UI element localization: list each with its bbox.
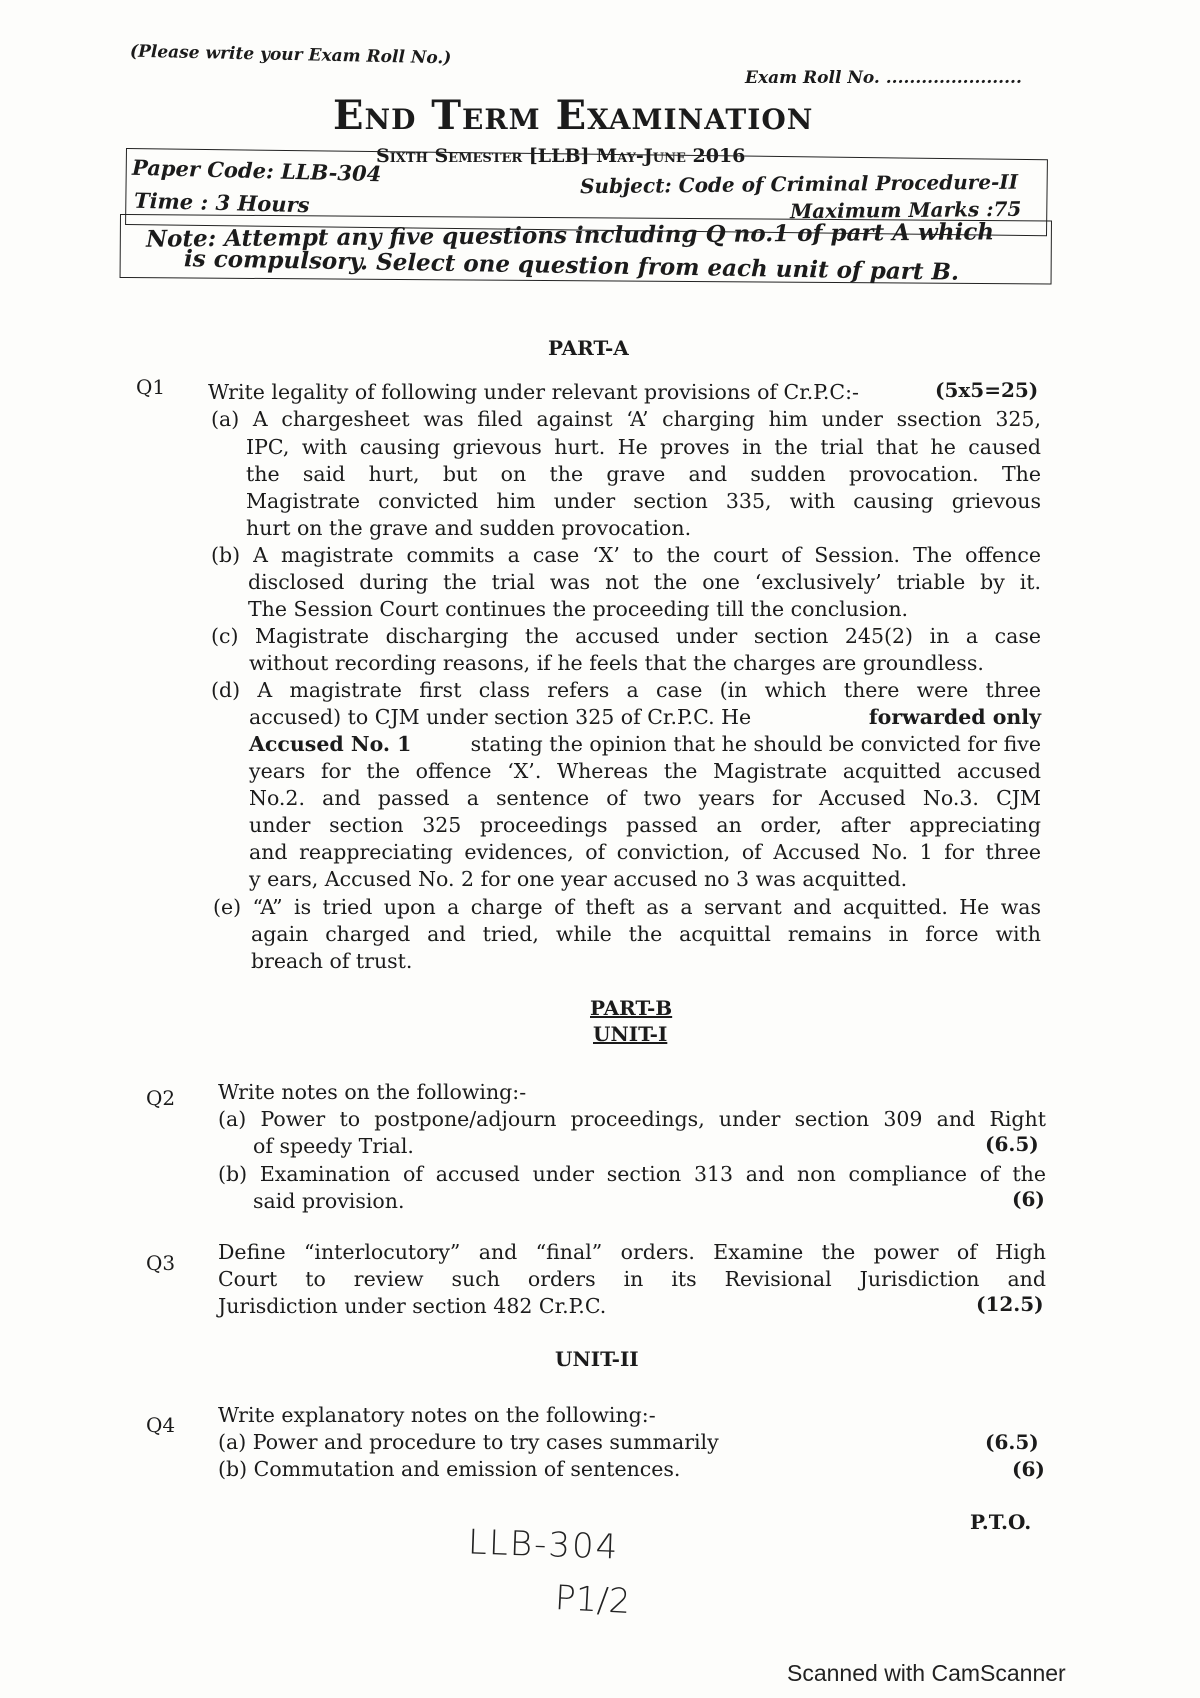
exam-roll-label: Exam Roll No. ....................... (745, 68, 1022, 88)
q1d-line-4: years for the offence ‘X’. Whereas the Magistrate acquitted accused (249, 759, 1041, 783)
q1-marks: (5x5=25) (935, 378, 1039, 402)
unit-2-heading: UNIT-II (555, 1347, 639, 1371)
q1a-line-4: Magistrate convicted him under section 335, with causing grievous (246, 489, 1041, 513)
q2-intro: Write notes on the following:- (218, 1080, 527, 1104)
q1e-line-3: breach of trust. (251, 949, 413, 973)
pto-label: P.T.O. (970, 1510, 1032, 1534)
note-line-1: Note: Attempt any five questions including Q no.1 of part A which (145, 218, 995, 253)
q2b-marks: (6) (1012, 1187, 1045, 1211)
q1d-line-1: (d) A magistrate first class refers a case (in which there were three (211, 678, 1041, 702)
q1d-line-2-bold: forwarded only (868, 705, 1041, 729)
q1d-line-5: No.2. and passed a sentence of two years for Accused No.3. CJM (249, 786, 1041, 810)
q1-number: Q1 (136, 375, 166, 399)
q1d-line-3-text: stating the opinion that he should be convicted for five (470, 732, 1041, 756)
part-a-heading: PART-A (548, 336, 629, 360)
part-b-heading: PART-B (590, 996, 673, 1020)
q3-number: Q3 (146, 1251, 176, 1275)
q1a-line-1: (a) A chargesheet was filed against ‘A’ charging him under ssection 325, (211, 407, 1041, 431)
q1e-line-2: again charged and tried, while the acquittal remains in force with (251, 922, 1041, 946)
q1d-line-3 (249, 732, 1041, 756)
q2b-line-1: (b) Examination of accused under section 313 and non compliance of the (218, 1162, 1046, 1186)
unit-1-heading: UNIT-I (593, 1022, 668, 1046)
q2a-line-2: of speedy Trial. (253, 1134, 414, 1158)
q1d-line-2 (249, 705, 1041, 729)
q3-line-3: Jurisdiction under section 482 Cr.P.C. (218, 1294, 607, 1318)
q1d-line-7: and reappreciating evidences, of conviction, of Accused No. 1 for three (249, 840, 1041, 864)
q1b-line-3: The Session Court continues the proceeding till the conclusion. (248, 597, 909, 621)
q4a-marks: (6.5) (985, 1430, 1039, 1454)
q4-number: Q4 (146, 1413, 176, 1437)
q1a-line-3: the said hurt, but on the grave and sudden provocation. The (246, 462, 1041, 486)
exam-title: End Term Examination (333, 92, 814, 139)
q4b-marks: (6) (1012, 1457, 1045, 1481)
q4-intro: Write explanatory notes on the following:- (218, 1403, 656, 1427)
q4a-line: (a) Power and procedure to try cases summarily (218, 1430, 719, 1454)
q3-line-2: Court to review such orders in its Revisional Jurisdiction and (218, 1267, 1046, 1291)
subject: Subject: Code of Criminal Procedure-II (579, 169, 1019, 199)
semester-line: Sixth Semester [LLB] May-June 2016 (376, 145, 746, 167)
q1-intro: Write legality of following under relevant provisions of Cr.P.C:- (208, 380, 859, 404)
paper-code: Paper Code: LLB-304 (131, 154, 382, 187)
q1b-line-1: (b) A magistrate commits a case ‘X’ to the court of Session. The offence (211, 543, 1041, 567)
scanner-watermark: Scanned with CamScanner (787, 1660, 1066, 1686)
q2a-line-1: (a) Power to postpone/adjourn proceedings, under section 309 and Right (218, 1107, 1046, 1131)
time-allowed: Time : 3 Hours (133, 187, 310, 218)
q4b-line: (b) Commutation and emission of sentences. (218, 1457, 681, 1481)
note-line-2: is compulsory. Select one question from each unit of part B. (183, 245, 960, 286)
q3-marks: (12.5) (976, 1292, 1044, 1316)
q1d-line-2-text: accused) to CJM under section 325 of Cr.P.C. He (249, 705, 752, 729)
q1d-line-3-bold: Accused No. 1 (249, 732, 412, 756)
q1c-line-2: without recording reasons, if he feels that the charges are groundless. (249, 651, 984, 675)
q1c-line-1: (c) Magistrate discharging the accused under section 245(2) in a case (211, 624, 1041, 648)
q2b-line-2: said provision. (253, 1189, 405, 1213)
q1e-line-1: (e) “A” is tried upon a charge of theft as a servant and acquitted. He was (213, 895, 1041, 919)
roll-note: (Please write your Exam Roll No.) (129, 41, 452, 69)
q1d-line-8: y ears, Accused No. 2 for one year accused no 3 was acquitted. (249, 867, 908, 891)
q2-number: Q2 (146, 1086, 176, 1110)
handwritten-code: LLB-304 (467, 1522, 620, 1568)
q1b-line-2: disclosed during the trial was not the one ‘exclusively’ triable by it. (248, 570, 1041, 594)
q1a-line-2: IPC, with causing grievous hurt. He proves in the trial that he caused (246, 435, 1041, 459)
q2a-marks: (6.5) (985, 1132, 1039, 1156)
q3-line-1: Define “interlocutory” and “final” orders. Examine the power of High (218, 1240, 1046, 1264)
q1a-line-5: hurt on the grave and sudden provocation. (246, 516, 692, 540)
maximum-marks: Maximum Marks :75 (789, 196, 1022, 224)
q1d-line-6: under section 325 proceedings passed an order, after appreciating (249, 813, 1041, 837)
handwritten-page: P1/2 (554, 1578, 632, 1622)
